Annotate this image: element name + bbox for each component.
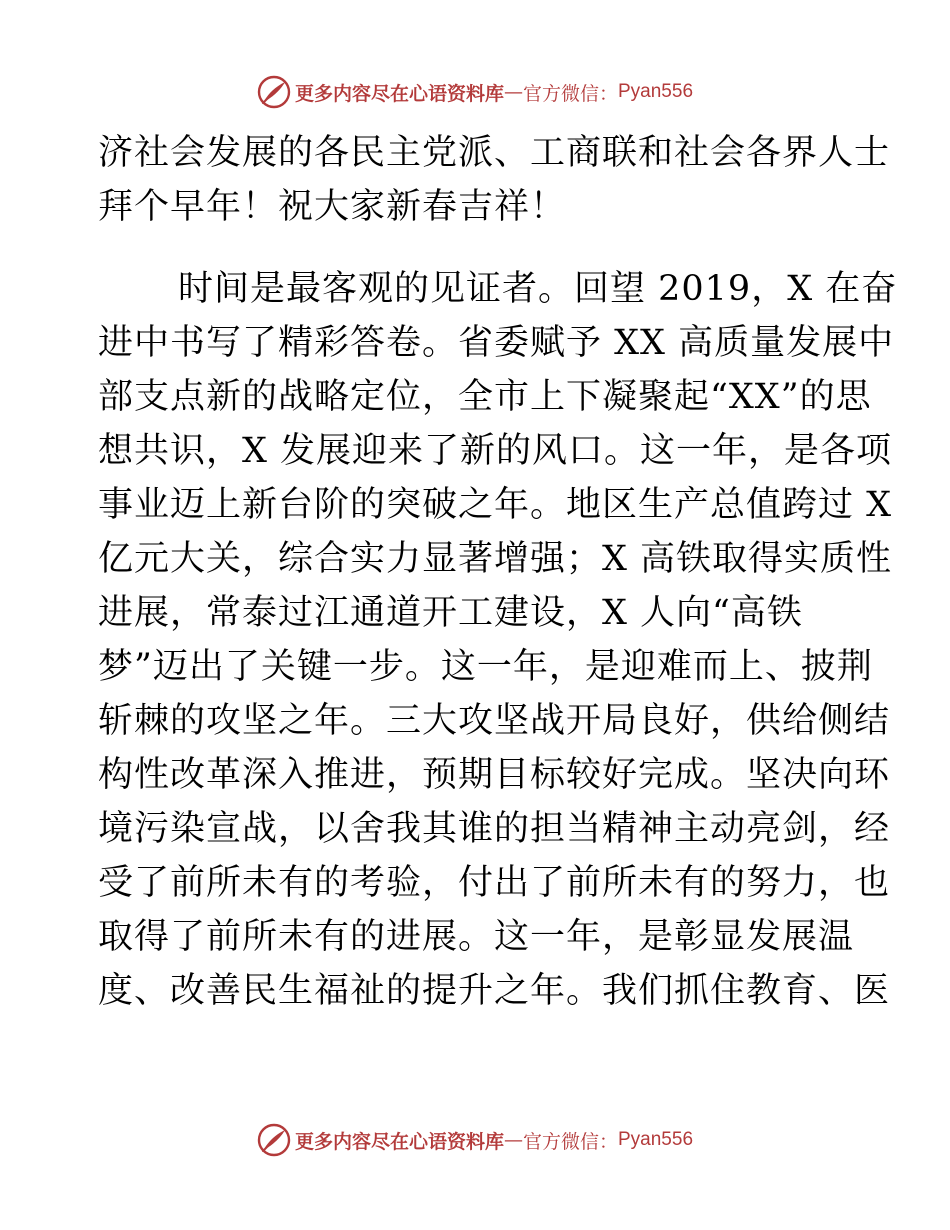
text-line: 境污染宣战，以舍我其谁的担当精神主动亮剑，经 <box>98 809 891 849</box>
text-line: 想共识，X 发展迎来了新的风口。这一年，是各项 <box>98 431 893 471</box>
paragraph-first-line: 时间是最客观的见证者。回望 2019，X 在奋 <box>178 269 898 309</box>
footer-banner <box>0 1120 950 1160</box>
text-line: 济社会发展的各民主党派、工商联和社会各界人士 <box>98 133 891 173</box>
text-line: 部支点新的战略定位，全市上下凝聚起“XX”的思 <box>98 377 872 417</box>
paragraph-gap <box>98 234 850 262</box>
feather-pen-logo-icon <box>257 75 291 109</box>
text-line: 拜个早年！祝大家新春吉祥！ <box>98 187 567 227</box>
text-line: 梦”迈出了关键一步。这一年，是迎难而上、披荆 <box>98 647 873 687</box>
wechat-id: Pyan556 <box>618 81 694 102</box>
text-line: 度、改善民生福祉的提升之年。我们抓住教育、医 <box>98 971 891 1011</box>
brand-text: 更多内容尽在心语资料库 <box>294 1130 504 1153</box>
wechat-label: 官方微信： <box>522 1130 618 1153</box>
header-banner <box>0 72 950 112</box>
text-line: 进展，常泰过江通道开工建设，X 人向“高铁 <box>98 593 803 633</box>
separator: — <box>503 81 523 103</box>
text-line: 进中书写了精彩答卷。省委赋予 XX 高质量发展中 <box>98 323 895 363</box>
separator: — <box>503 1129 523 1151</box>
wechat-id: Pyan556 <box>618 1129 694 1150</box>
document-body <box>98 126 898 1018</box>
text-line: 斩棘的攻坚之年。三大攻坚战开局良好，供给侧结 <box>98 701 891 741</box>
wechat-label: 官方微信： <box>522 82 618 105</box>
feather-pen-logo-icon <box>257 1123 291 1157</box>
text-line: 构性改革深入推进，预期目标较好完成。坚决向环 <box>98 755 891 795</box>
text-line: 亿元大关，综合实力显著增强；X 高铁取得实质性 <box>98 539 893 579</box>
text-line: 事业迈上新台阶的突破之年。地区生产总值跨过 X <box>98 485 893 525</box>
text-line: 取得了前所未有的进展。这一年，是彰显发展温 <box>98 917 855 957</box>
brand-text: 更多内容尽在心语资料库 <box>294 82 504 105</box>
text-line: 受了前所未有的考验，付出了前所未有的努力，也 <box>98 863 891 903</box>
